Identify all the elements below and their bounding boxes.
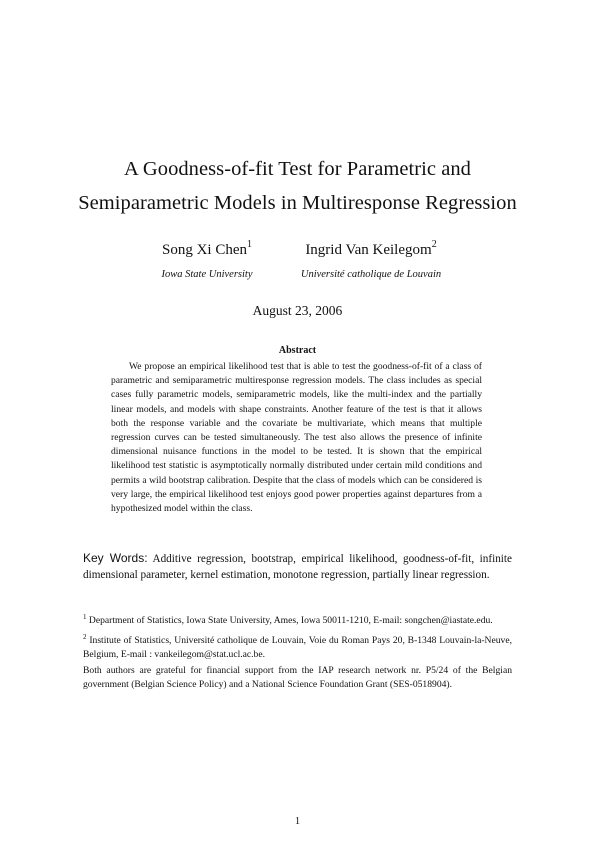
footnote-1-text: Department of Statistics, Iowa State University, Ames, Iowa 50011-1210, E-mail: songchen@iastate.edu. [88,615,493,627]
author-2-marker: 2 [431,239,437,250]
author-1 [136,236,278,284]
title-line-1: A Goodness-of-fit Test for Parametric and [124,158,471,180]
keywords-text: Additive regression, bootstrap, empirical likelihood, goodness-of-fit, infinite dimensional parameter, kernel estimation, monotone regression, partially linear regression. [83,553,512,581]
author-2-affiliation: Université catholique de Louvain [300,269,442,280]
keywords-label: Key Words: [83,551,148,565]
author-2 [296,236,446,284]
author-2-name: Ingrid Van Keilegom [305,242,432,258]
abstract-heading: Abstract [278,345,317,356]
page-number: 1 [294,816,301,827]
title-line-2: Semiparametric Models in Multiresponse Regression [78,192,517,214]
footnote-2-marker: 2 [83,633,87,642]
footnotes [83,610,512,694]
author-1-marker: 1 [247,239,252,250]
paper-title [0,152,595,220]
author-1-name: Song Xi Chen [161,242,247,258]
footnote-2 [83,630,512,662]
keywords [83,550,512,583]
abstract-text: We propose an empirical likelihood test that is able to test the goodness-of-fit of a class of parametric and semiparametric multiresponse regression models. The class includes as special cases fully parametric models, semiparametric models, like the multi-index and the partially linear models, and models with shape constraints. Another feature of the test is that it allows both the response variable and the covariate be multivariate, which means that multiple regression curves can be tested simultaneously. The test also allows the presence of infinite dimensional nuisance functions in the model to be tested. It is shown that the empirical likelihood test statistic is asymptotically normally distributed under certain mild conditions and permits a wild bootstrap calibration. Despite that the class of models which can be considered is very large, the empirical likelihood test enjoys good power properties against departures from a hypothesized model within the class. [111,361,482,515]
footnote-2-text: Institute of Statistics, Université catholique de Louvain, Voie du Roman Pays 20, B-1348 Louvain-la-Neuve, Belgium, E-mail : vankeilegom@stat.ucl.ac.be. [83,635,512,661]
funding-note: Both authors are grateful for financial support from the IAP research network nr. P5/24 of the Belgian government (Belgian Science Policy) and a National Science Foundation Grant (SES-0518904). [83,665,512,691]
author-1-affiliation: Iowa State University [161,269,253,280]
paper-date: August 23, 2006 [252,303,343,318]
footnote-1 [83,610,512,628]
footnote-1-marker: 1 [83,613,87,621]
